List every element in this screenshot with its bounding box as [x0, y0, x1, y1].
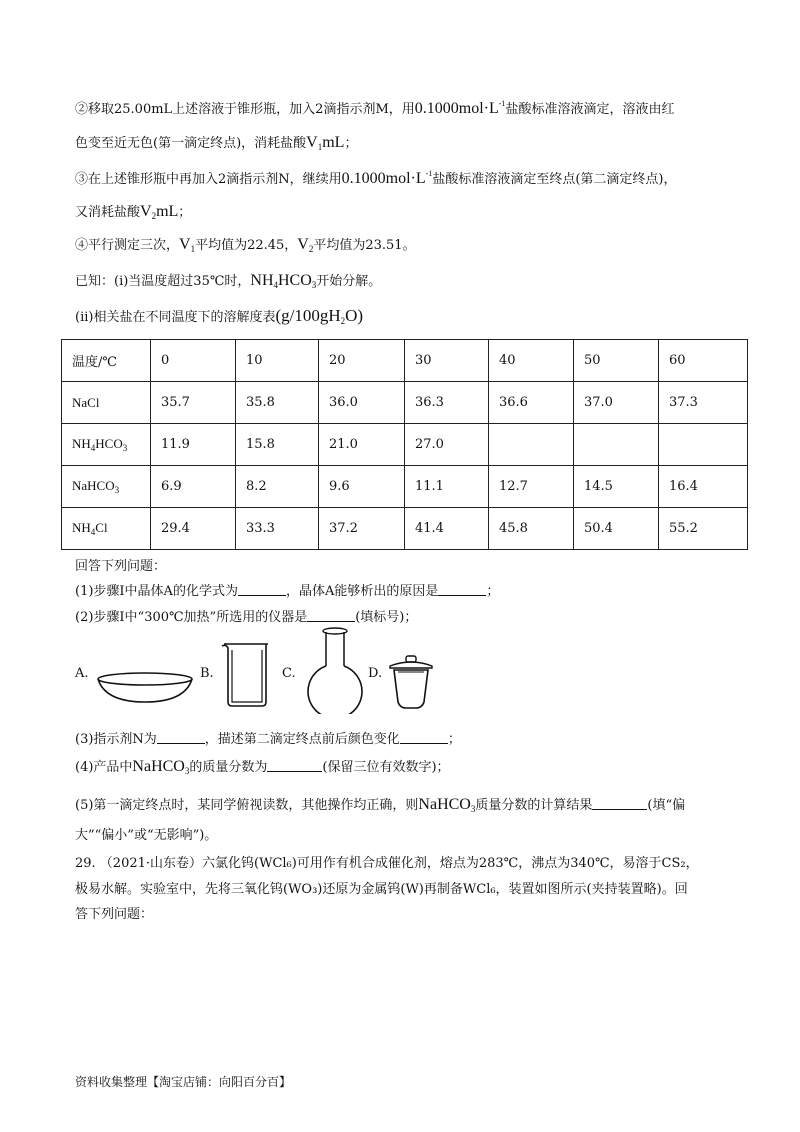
- step2-line2: 色变至近无色(第一滴定终点)，消耗盐酸$V_1mL$；: [75, 134, 358, 152]
- table-row: [62, 424, 748, 466]
- temp-cell: 20: [319, 340, 405, 382]
- value-cell: 35.7: [151, 382, 236, 424]
- value-cell: 21.0: [319, 424, 405, 466]
- temp-cell: 30: [405, 340, 489, 382]
- value-cell: 16.4: [659, 466, 748, 508]
- evaporating-dish-icon: [95, 670, 195, 706]
- footer-source: 资料收集整理【淘宝店铺：向阳百分百】: [75, 1075, 292, 1089]
- value-cell: 36.3: [405, 382, 489, 424]
- question-3: (3)指示剂N为 ，描述第二滴定终点前后颜色变化 ；: [75, 732, 461, 747]
- option-b-label: B.: [200, 666, 214, 681]
- value-cell: 41.4: [405, 508, 489, 550]
- step2-line1: ②移取25.00mL上述溶液于锥形瓶，加入2滴指示剂M，用$0.1000mol\cdot L^{-1}$盐酸标准溶液滴定，溶液由红: [75, 99, 675, 117]
- salt-cell: $NH_4HCO_3$: [62, 424, 151, 466]
- salt-cell: $NH_4Cl$: [62, 508, 151, 550]
- option-a-label: A.: [75, 666, 89, 681]
- table-row: [62, 382, 748, 424]
- value-cell: 37.2: [319, 508, 405, 550]
- temp-cell: 0: [151, 340, 236, 382]
- value-cell: 35.8: [236, 382, 319, 424]
- value-cell: 14.5: [574, 466, 659, 508]
- temp-cell: 10: [236, 340, 319, 382]
- value-cell: 45.8: [489, 508, 574, 550]
- question-2: (2)步骤Ⅰ中“300℃加热”所选用的仪器是 (填标号)；: [75, 610, 418, 625]
- q29-line3: 答下列问题：: [75, 907, 154, 922]
- value-cell: 15.8: [236, 424, 319, 466]
- temp-cell: 60: [659, 340, 748, 382]
- value-cell: 29.4: [151, 508, 236, 550]
- value-cell: 27.0: [405, 424, 489, 466]
- table-header-row: [62, 340, 748, 382]
- beaker-icon: [218, 640, 274, 710]
- temp-cell: 40: [489, 340, 574, 382]
- temp-header: 温度/℃: [62, 340, 151, 382]
- q29-line2: 极易水解。实验室中，先将三氧化钨(WO₃)还原为金属钨(W)再制备WCl₆，装置如图所示(夹持装置略)。回: [75, 882, 688, 897]
- value-cell: 36.6: [489, 382, 574, 424]
- round-bottom-flask-icon: [300, 626, 370, 714]
- value-cell: 37.0: [574, 382, 659, 424]
- value-cell: 33.3: [236, 508, 319, 550]
- value-cell: 6.9: [151, 466, 236, 508]
- value-cell: 12.7: [489, 466, 574, 508]
- value-cell: [489, 424, 574, 466]
- temp-cell: 50: [574, 340, 659, 382]
- table-row: [62, 466, 748, 508]
- option-d-label: D.: [368, 666, 383, 681]
- solubility-table: [61, 339, 748, 550]
- value-cell: 8.2: [236, 466, 319, 508]
- step3-line1: ③在上述锥形瓶中再加入2滴指示剂N，继续用$0.1000mol\cdot L^{-1}$盐酸标准溶液滴定至终点(第二滴定终点)，: [75, 169, 677, 187]
- value-cell: 37.3: [659, 382, 748, 424]
- table-row: [62, 508, 748, 550]
- q29-line1: 29. （2021·山东卷）六氯化钨(WCl₆)可用作有机合成催化剂，熔点为283℃，沸点为340℃，易溶于CS₂，: [75, 856, 699, 871]
- value-cell: [574, 424, 659, 466]
- step4-line: ④平行测定三次，$V_1$平均值为22.45，$V_2$平均值为23.51。: [75, 236, 416, 254]
- crucible-icon: [386, 654, 438, 714]
- question-1: (1)步骤Ⅰ中晶体A的化学式为 ，晶体A能够析出的原因是 ；: [75, 584, 500, 599]
- value-cell: 36.0: [319, 382, 405, 424]
- step3-line2: 又消耗盐酸$V_2mL$；: [75, 203, 192, 221]
- value-cell: 11.9: [151, 424, 236, 466]
- known-ii: (ii)相关盐在不同温度下的溶解度表$(g/100gH_2O)$: [75, 306, 364, 326]
- value-cell: 55.2: [659, 508, 748, 550]
- known-i: 已知：(i)当温度超过35℃时，$NH_4HCO_3$开始分解。: [75, 272, 382, 290]
- value-cell: [659, 424, 748, 466]
- option-c-label: C.: [282, 666, 296, 681]
- question-5-line2: 大”“偏小”或“无影响”)。: [75, 828, 218, 843]
- salt-cell: NaHCO$_3$: [62, 466, 151, 508]
- question-5: (5)第一滴定终点时，某同学俯视读数，其他操作均正确，则NaHCO$_3$质量分数的计算结果 (填“偏: [75, 796, 686, 814]
- value-cell: 50.4: [574, 508, 659, 550]
- value-cell: 9.6: [319, 466, 405, 508]
- question-4: (4)产品中NaHCO$_3$的质量分数为 (保留三位有效数字)；: [75, 758, 450, 776]
- value-cell: 11.1: [405, 466, 489, 508]
- salt-cell: NaCl: [62, 382, 151, 424]
- questions-intro: 回答下列问题：: [75, 559, 167, 574]
